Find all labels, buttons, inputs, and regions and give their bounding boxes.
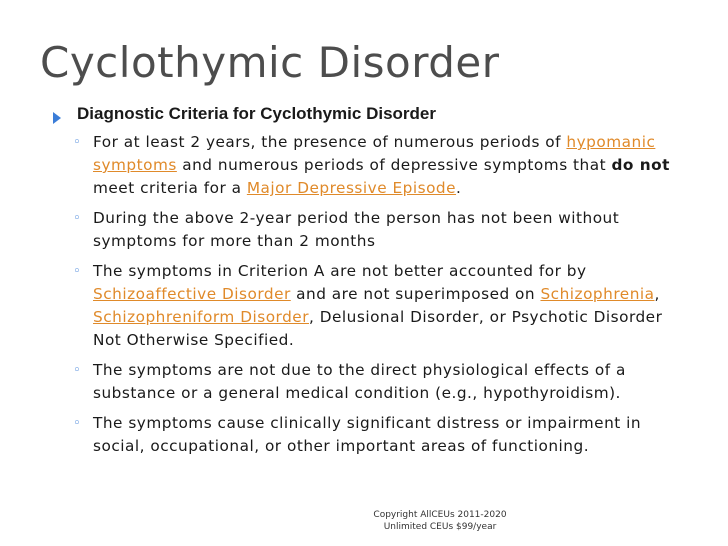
item-text: and numerous periods of depressive symptoms that xyxy=(176,156,612,174)
criterion-item xyxy=(73,131,693,200)
slide-title: Cyclothymic Disorder xyxy=(40,38,500,87)
criterion-item xyxy=(73,260,693,352)
footer-promo: Unlimited CEUs $99/year xyxy=(383,522,497,532)
criteria-list xyxy=(73,131,693,465)
item-text: The symptoms cause clinically significant distress or impairment in social, occupational, or other important areas of functioning. xyxy=(93,414,642,455)
item-text: , xyxy=(654,285,660,303)
item-text: The symptoms are not due to the direct physiological effects of a substance or a general medical condition (e.g., hypothyroidism). xyxy=(93,361,626,402)
emphasis-text: do not xyxy=(611,156,670,174)
schizophreniform-disorder-link[interactable]: Schizophreniform Disorder xyxy=(93,308,309,326)
circle-bullet-icon: ◦ xyxy=(73,135,82,150)
item-text: The symptoms in Criterion A are not better accounted for by xyxy=(93,262,587,280)
arrow-bullet-icon xyxy=(53,112,61,124)
item-text: , Delusional Disorder, or Psychotic Disorder Not Otherwise Specified. xyxy=(93,308,663,349)
circle-bullet-icon: ◦ xyxy=(73,264,82,279)
item-text: meet criteria for a xyxy=(93,179,247,197)
schizoaffective-disorder-link[interactable]: Schizoaffective Disorder xyxy=(93,285,291,303)
hypomanic-symptoms-link[interactable]: hypomanic symptoms xyxy=(93,133,656,174)
item-text: . xyxy=(456,179,462,197)
item-text: During the above 2-year period the person has not been without symptoms for more than 2 months xyxy=(93,209,620,250)
item-text: and are not superimposed on xyxy=(290,285,541,303)
criterion-item xyxy=(73,359,693,405)
schizophrenia-link[interactable]: Schizophrenia xyxy=(540,285,655,303)
criterion-item xyxy=(73,412,693,458)
criteria-heading: Diagnostic Criteria for Cyclothymic Disorder xyxy=(77,104,436,123)
footer-copyright: Copyright AllCEUs 2011-2020 xyxy=(373,510,507,520)
major-depressive-episode-link[interactable]: Major Depressive Episode xyxy=(246,179,457,197)
circle-bullet-icon: ◦ xyxy=(73,416,82,431)
criterion-item xyxy=(73,207,693,253)
copyright-footer xyxy=(352,509,528,533)
circle-bullet-icon: ◦ xyxy=(73,211,82,226)
circle-bullet-icon: ◦ xyxy=(73,363,82,378)
item-text: For at least 2 years, the presence of numerous periods of xyxy=(93,133,567,151)
